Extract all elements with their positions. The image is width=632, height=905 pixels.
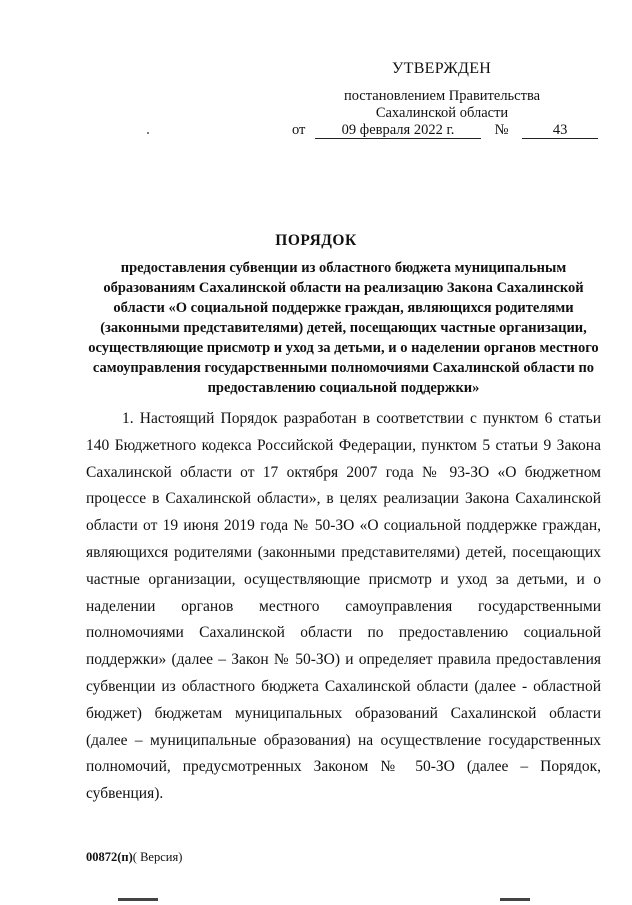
number-prefix: №	[494, 122, 509, 138]
decree-date-row	[292, 122, 598, 139]
scan-speck	[147, 132, 149, 134]
footer-code	[86, 850, 182, 865]
document-subtitle: предоставления субвенции из областного бюджета муниципальным образованиям Сахалинской области на реализацию Закона Сахалинской области «О социальной поддержке граждан, являющихся родителями (законными представителями) детей, посещающих частные организации, осуществляющие присмотр и уход за детьми, и о наделении органов местного самоуправления государственными полномочиями Сахалинской области по предоставлению социальной поддержки»	[88, 260, 599, 396]
document-title: ПОРЯДОК	[275, 232, 357, 249]
decree-line-1: постановлением Правительства	[343, 88, 541, 104]
approved-stamp: УТВЕРЖДЕН	[392, 60, 492, 77]
scan-edge-mark	[118, 898, 158, 901]
decree-date: 09 февраля 2022 г.	[315, 122, 481, 139]
decree-line-2: Сахалинской области	[375, 105, 509, 121]
date-prefix: от	[292, 122, 306, 138]
decree-caption	[338, 88, 546, 122]
decree-number: 43	[522, 122, 598, 139]
paragraph-1: 1. Настоящий Порядок разработан в соответствии с пунктом 6 статьи 140 Бюджетного кодекса Российской Федерации, пунктом 5 статьи 9 Закона Сахалинской области от 17 октября 2007 года № 93-ЗО «О бюджетном процессе в Сахалинской области», в целях реализации Закона Сахалинской области от 19 июня 2019 года № 50-ЗО «О социальной поддержке граждан, являющихся родителями (законными представителями) детей, посещающих частные организации, осуществляющие присмотр и уход за детьми, и о наделении органов местного самоуправления государственными полномочиями Сахалинской области по предоставлению социальной поддержки» (далее – Закон № 50-ЗО) и определяет правила предоставления субвенции из областного бюджета Сахалинской области (далее - областной бюджет) бюджетам муниципальных образований Сахалинской области (далее – муниципальные образования) на осуществление государственных полномочий, предусмотренных Законом № 50-ЗО (далее – Порядок, субвенция).	[86, 410, 601, 803]
scan-edge-mark	[500, 898, 530, 901]
footer-version: ( Версия)	[132, 850, 183, 864]
footer-doc-code: 00872(п)	[86, 850, 133, 864]
